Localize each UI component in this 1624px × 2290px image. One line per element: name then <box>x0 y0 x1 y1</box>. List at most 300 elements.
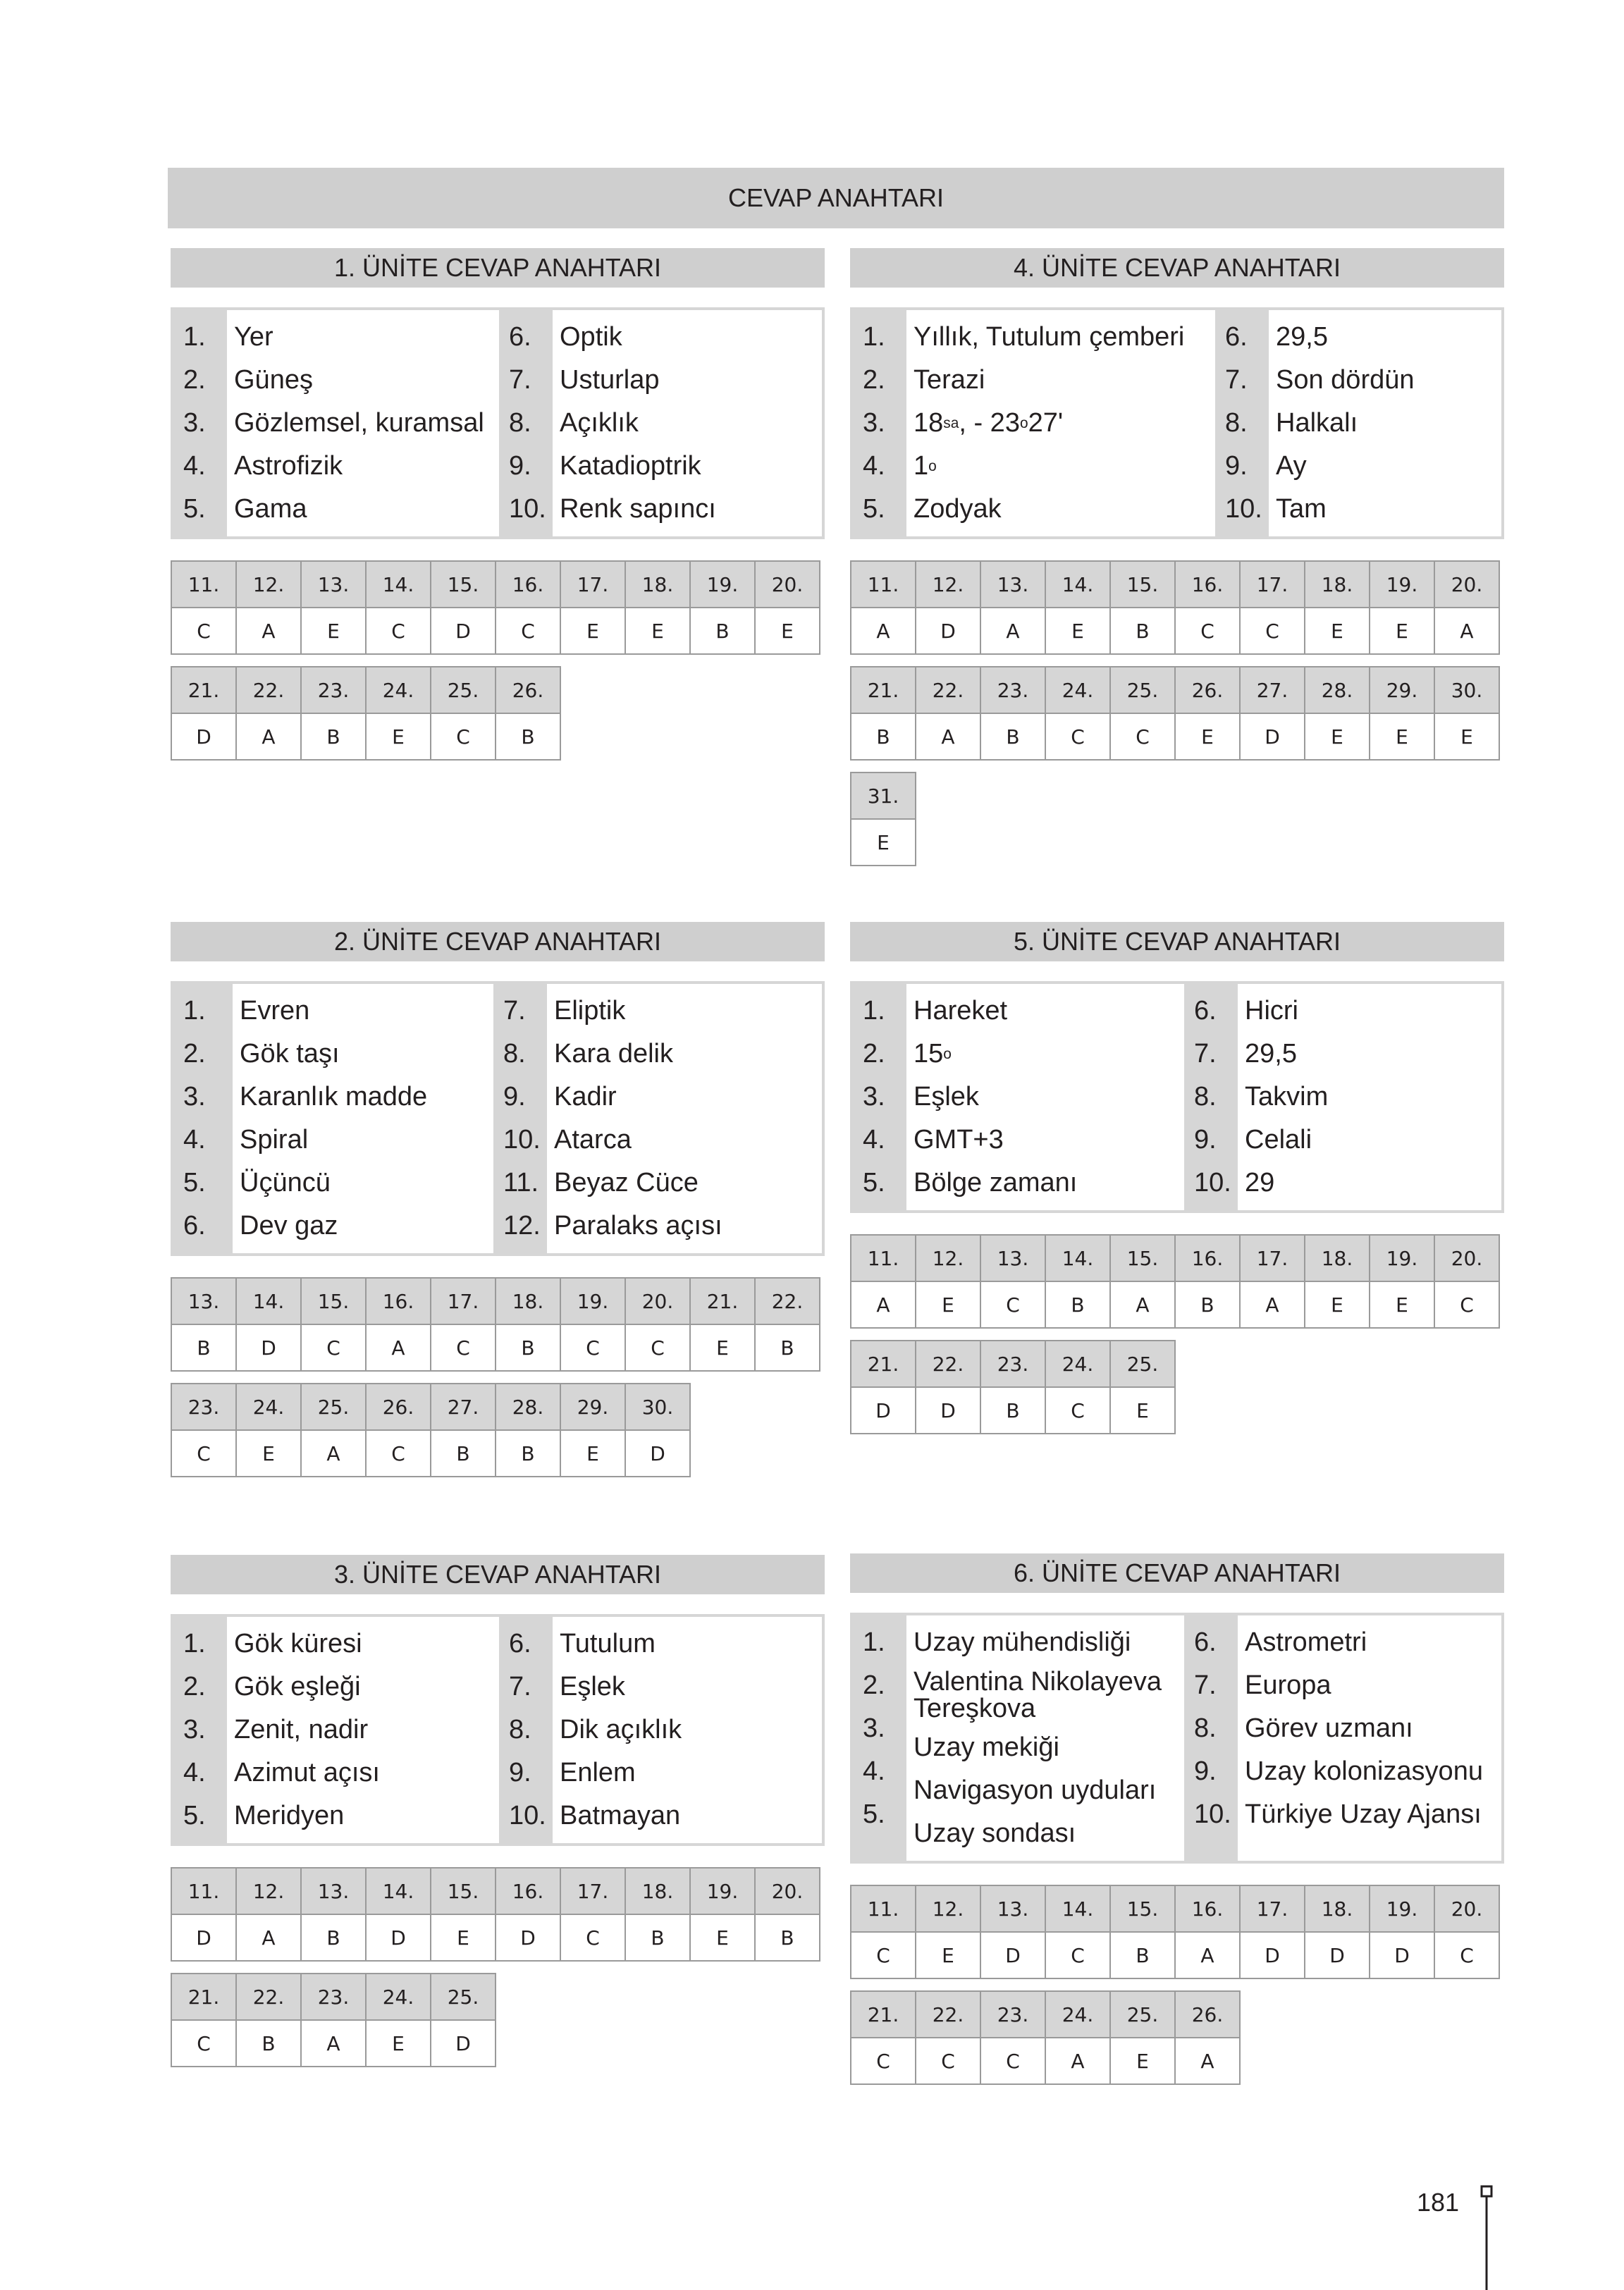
question-number: 3. <box>863 1713 885 1743</box>
grid-answer: D <box>1240 713 1305 760</box>
question-number: 8. <box>1194 1713 1217 1743</box>
unit-title: 2. ÜNİTE CEVAP ANAHTARI <box>171 922 825 961</box>
question-number: 2. <box>183 1039 206 1069</box>
question-number: 6. <box>1194 996 1217 1026</box>
grid-question-number: 11. <box>851 1235 916 1281</box>
grid-question-number: 17. <box>560 1868 625 1914</box>
grid-question-number: 21. <box>690 1278 755 1324</box>
grid-question-number: 20. <box>1434 1885 1499 1932</box>
answer-text: Spiral <box>240 1125 309 1155</box>
answer-text: Meridyen <box>234 1801 345 1830</box>
question-number: 6. <box>509 1629 531 1658</box>
grid-question-number: 26. <box>496 667 560 713</box>
grid-question-number: 20. <box>1434 561 1499 608</box>
grid-question-number: 21. <box>171 667 236 713</box>
grid-answer: E <box>1305 713 1370 760</box>
grid-question-number: 15. <box>1110 1235 1175 1281</box>
grid-answer: C <box>496 608 560 654</box>
question-number: 11. <box>503 1168 539 1198</box>
grid-question-number: 28. <box>496 1384 560 1430</box>
grid-question-number: 21. <box>851 1991 916 2038</box>
grid-question-number: 25. <box>431 1974 496 2020</box>
grid-question-number: 23. <box>301 667 366 713</box>
grid-answer: D <box>431 2020 496 2067</box>
grid-question-number: 26. <box>1175 667 1240 713</box>
answer-text: Kara delik <box>554 1039 673 1069</box>
answer-text: 15 o <box>914 1039 952 1069</box>
question-number: 10. <box>503 1125 541 1155</box>
answer-text: Ay <box>1276 451 1307 481</box>
grid-answer: E <box>916 1932 980 1978</box>
grid-question-number: 30. <box>1434 667 1499 713</box>
unit-6-answer-key <box>850 1553 1504 2096</box>
question-number: 10. <box>1194 1799 1231 1829</box>
grid-answer: C <box>560 1914 625 1961</box>
grid-question-number: 24. <box>1045 667 1110 713</box>
answer-text: Evren <box>240 996 310 1026</box>
answer-text: Güneş <box>234 365 313 395</box>
grid-question-number: 21. <box>851 667 916 713</box>
answer-text: Uzay mekiği <box>914 1732 1059 1762</box>
question-number: 8. <box>1225 408 1248 438</box>
grid-answer: B <box>1110 608 1175 654</box>
grid-question-number: 28. <box>1305 667 1370 713</box>
question-number: 8. <box>509 1715 531 1744</box>
grid-question-number: 15. <box>1110 1885 1175 1932</box>
question-number: 8. <box>509 408 531 438</box>
grid-question-number: 17. <box>1240 1885 1305 1932</box>
grid-question-number: 26. <box>1175 1991 1240 2038</box>
grid-answer: D <box>1240 1932 1305 1978</box>
grid-question-number: 25. <box>431 667 496 713</box>
answer-text: Dik açıklık <box>560 1715 682 1744</box>
grid-answer: C <box>916 2038 980 2084</box>
grid-question-number: 13. <box>980 561 1045 608</box>
question-number: 3. <box>183 408 206 438</box>
grid-answer: A <box>1175 2038 1240 2084</box>
grid-answer: C <box>851 2038 916 2084</box>
grid-answer: B <box>980 713 1045 760</box>
grid-answer: C <box>1110 713 1175 760</box>
left-answers <box>853 1615 1184 1861</box>
unit-title: 1. ÜNİTE CEVAP ANAHTARI <box>171 248 825 288</box>
question-number: 8. <box>503 1039 526 1069</box>
answer-text: Halkalı <box>1276 408 1358 438</box>
answer-text: Batmayan <box>560 1801 681 1830</box>
right-answers <box>499 310 815 536</box>
grid-answer: D <box>1370 1932 1434 1978</box>
grid-answer: C <box>431 1324 496 1371</box>
grid-question-number: 14. <box>1045 1885 1110 1932</box>
answer-text: Zodyak <box>914 494 1002 524</box>
grid-answer: C <box>301 1324 366 1371</box>
question-number: 1. <box>863 322 885 352</box>
grid-answer: B <box>980 1387 1045 1434</box>
grid-question-number: 14. <box>236 1278 301 1324</box>
answer-text: Paralaks açısı <box>554 1211 722 1241</box>
grid-question-number: 31. <box>851 772 916 819</box>
grid-question-number: 15. <box>1110 561 1175 608</box>
grid-answer: D <box>171 1914 236 1961</box>
right-answers <box>493 984 809 1253</box>
answer-box <box>171 981 825 1256</box>
grid-question-number: 16. <box>1175 561 1240 608</box>
question-number: 4. <box>183 451 206 481</box>
answer-text: Hicri <box>1245 996 1298 1026</box>
grid-question-number: 24. <box>1045 1341 1110 1387</box>
grid-answer: A <box>980 608 1045 654</box>
grid-question-number: 29. <box>1370 667 1434 713</box>
answer-text: Azimut açısı <box>234 1758 380 1787</box>
answer-text: Gök taşı <box>240 1039 340 1069</box>
grid-question-number: 27. <box>431 1384 496 1430</box>
grid-question-number: 19. <box>1370 1885 1434 1932</box>
grid-question-number: 14. <box>366 1868 431 1914</box>
grid-question-number: 12. <box>236 1868 301 1914</box>
question-number: 4. <box>183 1125 206 1155</box>
question-number: 6. <box>1194 1627 1217 1657</box>
grid-answer: B <box>496 1324 560 1371</box>
grid-question-number: 23. <box>980 667 1045 713</box>
answer-box <box>850 1613 1504 1864</box>
multiple-choice-grid <box>171 1973 496 2067</box>
grid-question-number: 25. <box>1110 1341 1175 1387</box>
grid-question-number: 11. <box>851 1885 916 1932</box>
question-number: 10. <box>1225 494 1262 524</box>
grid-answer: A <box>851 1281 916 1328</box>
answer-text: Uzay kolonizasyonu <box>1245 1756 1483 1786</box>
grid-question-number: 25. <box>301 1384 366 1430</box>
grid-answer: C <box>171 2020 236 2067</box>
main-title: CEVAP ANAHTARI <box>168 168 1504 228</box>
question-number: 6. <box>509 322 531 352</box>
grid-question-number: 13. <box>301 1868 366 1914</box>
question-number: 4. <box>863 1756 885 1786</box>
grid-answer: B <box>171 1324 236 1371</box>
grid-question-number: 18. <box>1305 1885 1370 1932</box>
grid-question-number: 30. <box>625 1384 690 1430</box>
grid-question-number: 13. <box>301 561 366 608</box>
unit-title: 3. ÜNİTE CEVAP ANAHTARI <box>171 1555 825 1594</box>
grid-question-number: 17. <box>560 561 625 608</box>
grid-answer: E <box>690 1914 755 1961</box>
grid-answer: A <box>1434 608 1499 654</box>
question-number: 10. <box>509 1801 546 1830</box>
grid-answer: B <box>1045 1281 1110 1328</box>
answer-text: Atarca <box>554 1125 632 1155</box>
grid-question-number: 24. <box>366 667 431 713</box>
question-number: 1. <box>863 1627 885 1657</box>
left-answers <box>853 310 1215 536</box>
grid-answer: C <box>171 608 236 654</box>
page-number: 181 <box>1417 2188 1460 2217</box>
answer-text: Karanlık madde <box>240 1082 428 1112</box>
grid-answer: C <box>980 1281 1045 1328</box>
grid-question-number: 20. <box>625 1278 690 1324</box>
question-number: 9. <box>1194 1125 1217 1155</box>
grid-question-number: 21. <box>171 1974 236 2020</box>
grid-question-number: 21. <box>851 1341 916 1387</box>
grid-question-number: 11. <box>171 561 236 608</box>
grid-answer: A <box>916 713 980 760</box>
question-number: 5. <box>183 1801 206 1830</box>
grid-question-number: 20. <box>1434 1235 1499 1281</box>
answer-text: Yer <box>234 322 273 352</box>
grid-question-number: 12. <box>916 1885 980 1932</box>
grid-answer: D <box>980 1932 1045 1978</box>
grid-answer: A <box>236 713 301 760</box>
unit-4-answer-key <box>850 248 1504 878</box>
right-answers <box>1215 310 1494 536</box>
right-answers <box>499 1617 815 1843</box>
multiple-choice-grid <box>171 1867 820 1962</box>
multiple-choice-grid <box>850 1234 1500 1329</box>
grid-answer: E <box>1110 2038 1175 2084</box>
multiple-choice-grid <box>850 666 1500 761</box>
grid-question-number: 22. <box>755 1278 820 1324</box>
answer-text: Yıllık, Tutulum çemberi <box>914 322 1185 352</box>
grid-answer: A <box>1175 1932 1240 1978</box>
grid-answer: C <box>1240 608 1305 654</box>
question-number: 9. <box>509 1758 531 1787</box>
question-number: 9. <box>503 1082 526 1112</box>
grid-answer: E <box>1370 713 1434 760</box>
grid-question-number: 19. <box>1370 1235 1434 1281</box>
question-number: 3. <box>183 1715 206 1744</box>
grid-answer: A <box>236 608 301 654</box>
grid-question-number: 18. <box>1305 561 1370 608</box>
grid-question-number: 27. <box>1240 667 1305 713</box>
grid-question-number: 22. <box>916 1991 980 2038</box>
answer-text: Celali <box>1245 1125 1312 1155</box>
grid-answer: A <box>301 2020 366 2067</box>
question-number: 9. <box>1194 1756 1217 1786</box>
question-number: 6. <box>183 1211 206 1241</box>
question-number: 2. <box>863 1670 885 1700</box>
unit-1-answer-key <box>171 248 825 772</box>
grid-answer: E <box>560 1430 625 1477</box>
right-answers <box>1184 1615 1497 1861</box>
answer-text: Takvim <box>1245 1082 1329 1112</box>
grid-answer: E <box>1370 1281 1434 1328</box>
grid-question-number: 16. <box>1175 1885 1240 1932</box>
grid-answer: E <box>625 608 690 654</box>
grid-answer: E <box>1305 1281 1370 1328</box>
grid-answer: C <box>1045 1932 1110 1978</box>
question-number: 3. <box>863 1082 885 1112</box>
grid-answer: E <box>1305 608 1370 654</box>
answer-text: Terazi <box>914 365 985 395</box>
grid-answer: E <box>1175 713 1240 760</box>
grid-question-number: 29. <box>560 1384 625 1430</box>
question-number: 7. <box>1194 1670 1217 1700</box>
grid-question-number: 25. <box>1110 667 1175 713</box>
question-number: 7. <box>1225 365 1248 395</box>
grid-question-number: 23. <box>301 1974 366 2020</box>
grid-question-number: 23. <box>980 1341 1045 1387</box>
answer-box <box>171 307 825 539</box>
question-number: 6. <box>1225 322 1248 352</box>
question-number: 3. <box>863 408 885 438</box>
grid-question-number: 16. <box>496 561 560 608</box>
answer-text: Uzay sondası <box>914 1818 1076 1848</box>
grid-question-number: 24. <box>236 1384 301 1430</box>
grid-answer: B <box>625 1914 690 1961</box>
grid-answer: D <box>366 1914 431 1961</box>
answer-text: GMT+3 <box>914 1125 1004 1155</box>
multiple-choice-grid <box>850 1885 1500 1979</box>
grid-question-number: 18. <box>625 1868 690 1914</box>
question-number: 5. <box>863 494 885 524</box>
grid-answer: A <box>236 1914 301 1961</box>
grid-answer: C <box>560 1324 625 1371</box>
answer-text: Renk sapıncı <box>560 494 716 524</box>
answer-text: Enlem <box>560 1758 636 1787</box>
answer-text: 29,5 <box>1276 322 1328 352</box>
answer-text: Son dördün <box>1276 365 1415 395</box>
grid-answer: C <box>431 713 496 760</box>
grid-answer: E <box>755 608 820 654</box>
grid-answer: E <box>366 2020 431 2067</box>
grid-question-number: 22. <box>916 1341 980 1387</box>
grid-answer: E <box>366 713 431 760</box>
grid-answer: B <box>301 713 366 760</box>
right-answers <box>1184 984 1497 1210</box>
grid-answer: A <box>1045 2038 1110 2084</box>
grid-question-number: 11. <box>851 561 916 608</box>
grid-question-number: 13. <box>980 1885 1045 1932</box>
grid-question-number: 15. <box>431 1868 496 1914</box>
grid-answer: E <box>560 608 625 654</box>
answer-text: Görev uzmanı <box>1245 1713 1413 1743</box>
grid-question-number: 15. <box>431 561 496 608</box>
question-number: 7. <box>509 1672 531 1701</box>
grid-answer: D <box>1305 1932 1370 1978</box>
grid-answer: B <box>301 1914 366 1961</box>
answer-text: Katadioptrik <box>560 451 701 481</box>
page-marker-icon <box>1480 2185 1494 2290</box>
grid-answer: E <box>851 819 916 866</box>
grid-answer: D <box>916 608 980 654</box>
answer-text: Gözlemsel, kuramsal <box>234 408 484 438</box>
grid-answer: D <box>236 1324 301 1371</box>
answer-box <box>171 1614 825 1846</box>
grid-question-number: 15. <box>301 1278 366 1324</box>
question-number: 3. <box>183 1082 206 1112</box>
unit-title: 6. ÜNİTE CEVAP ANAHTARI <box>850 1553 1504 1593</box>
grid-answer: B <box>236 2020 301 2067</box>
answer-box <box>850 307 1504 539</box>
grid-answer: C <box>625 1324 690 1371</box>
grid-answer: B <box>851 713 916 760</box>
answer-text: 29,5 <box>1245 1039 1297 1069</box>
grid-answer: C <box>851 1932 916 1978</box>
question-number: 2. <box>863 365 885 395</box>
grid-answer: B <box>431 1430 496 1477</box>
answer-text: Kadir <box>554 1082 617 1112</box>
left-answers <box>173 1617 499 1843</box>
answer-text: Gök küresi <box>234 1629 362 1658</box>
grid-question-number: 17. <box>431 1278 496 1324</box>
question-number: 5. <box>863 1799 885 1829</box>
grid-answer: A <box>1110 1281 1175 1328</box>
grid-answer: B <box>755 1914 820 1961</box>
grid-question-number: 17. <box>1240 561 1305 608</box>
question-number: 4. <box>863 1125 885 1155</box>
question-number: 7. <box>503 996 526 1026</box>
answer-text: Beyaz Cüce <box>554 1168 699 1198</box>
grid-answer: C <box>1175 608 1240 654</box>
answer-text: Dev gaz <box>240 1211 338 1241</box>
unit-5-answer-key <box>850 922 1504 1446</box>
answer-text: Usturlap <box>560 365 660 395</box>
grid-question-number: 24. <box>1045 1991 1110 2038</box>
multiple-choice-grid <box>850 1340 1176 1434</box>
answer-text: Zenit, nadir <box>234 1715 369 1744</box>
question-number: 5. <box>863 1168 885 1198</box>
question-number: 9. <box>509 451 531 481</box>
grid-question-number: 12. <box>916 1235 980 1281</box>
grid-answer: C <box>171 1430 236 1477</box>
grid-answer: A <box>851 608 916 654</box>
multiple-choice-grid <box>850 560 1500 655</box>
answer-text: Eşlek <box>914 1082 979 1112</box>
grid-answer: C <box>366 608 431 654</box>
answer-text: Astrometri <box>1245 1627 1367 1657</box>
unit-title: 4. ÜNİTE CEVAP ANAHTARI <box>850 248 1504 288</box>
grid-answer: C <box>366 1430 431 1477</box>
grid-question-number: 22. <box>916 667 980 713</box>
grid-answer: C <box>1045 1387 1110 1434</box>
grid-question-number: 18. <box>496 1278 560 1324</box>
left-answers <box>853 984 1184 1210</box>
answer-text: Eliptik <box>554 996 626 1026</box>
grid-answer: E <box>1434 713 1499 760</box>
answer-text: Tutulum <box>560 1629 656 1658</box>
grid-question-number: 12. <box>916 561 980 608</box>
grid-answer: B <box>755 1324 820 1371</box>
question-number: 12. <box>503 1211 541 1241</box>
answer-text: Astrofizik <box>234 451 343 481</box>
grid-answer: D <box>171 713 236 760</box>
grid-answer: C <box>1434 1932 1499 1978</box>
multiple-choice-grid <box>850 772 916 866</box>
answer-text: Tam <box>1276 494 1327 524</box>
grid-answer: B <box>690 608 755 654</box>
question-number: 9. <box>1225 451 1248 481</box>
grid-question-number: 18. <box>625 561 690 608</box>
answer-text: Hareket <box>914 996 1008 1026</box>
grid-question-number: 20. <box>755 1868 820 1914</box>
question-number: 5. <box>183 494 206 524</box>
answer-text: Europa <box>1245 1670 1331 1700</box>
grid-question-number: 14. <box>1045 1235 1110 1281</box>
grid-question-number: 20. <box>755 561 820 608</box>
grid-question-number: 19. <box>690 561 755 608</box>
grid-question-number: 14. <box>366 561 431 608</box>
grid-question-number: 23. <box>980 1991 1045 2038</box>
grid-answer: A <box>1240 1281 1305 1328</box>
multiple-choice-grid <box>171 1277 820 1372</box>
answer-text: 1 o <box>914 451 937 481</box>
grid-question-number: 11. <box>171 1868 236 1914</box>
grid-question-number: 12. <box>236 561 301 608</box>
grid-answer: E <box>916 1281 980 1328</box>
answer-text: Eşlek <box>560 1672 625 1701</box>
grid-answer: B <box>1175 1281 1240 1328</box>
grid-question-number: 16. <box>496 1868 560 1914</box>
grid-answer: E <box>236 1430 301 1477</box>
